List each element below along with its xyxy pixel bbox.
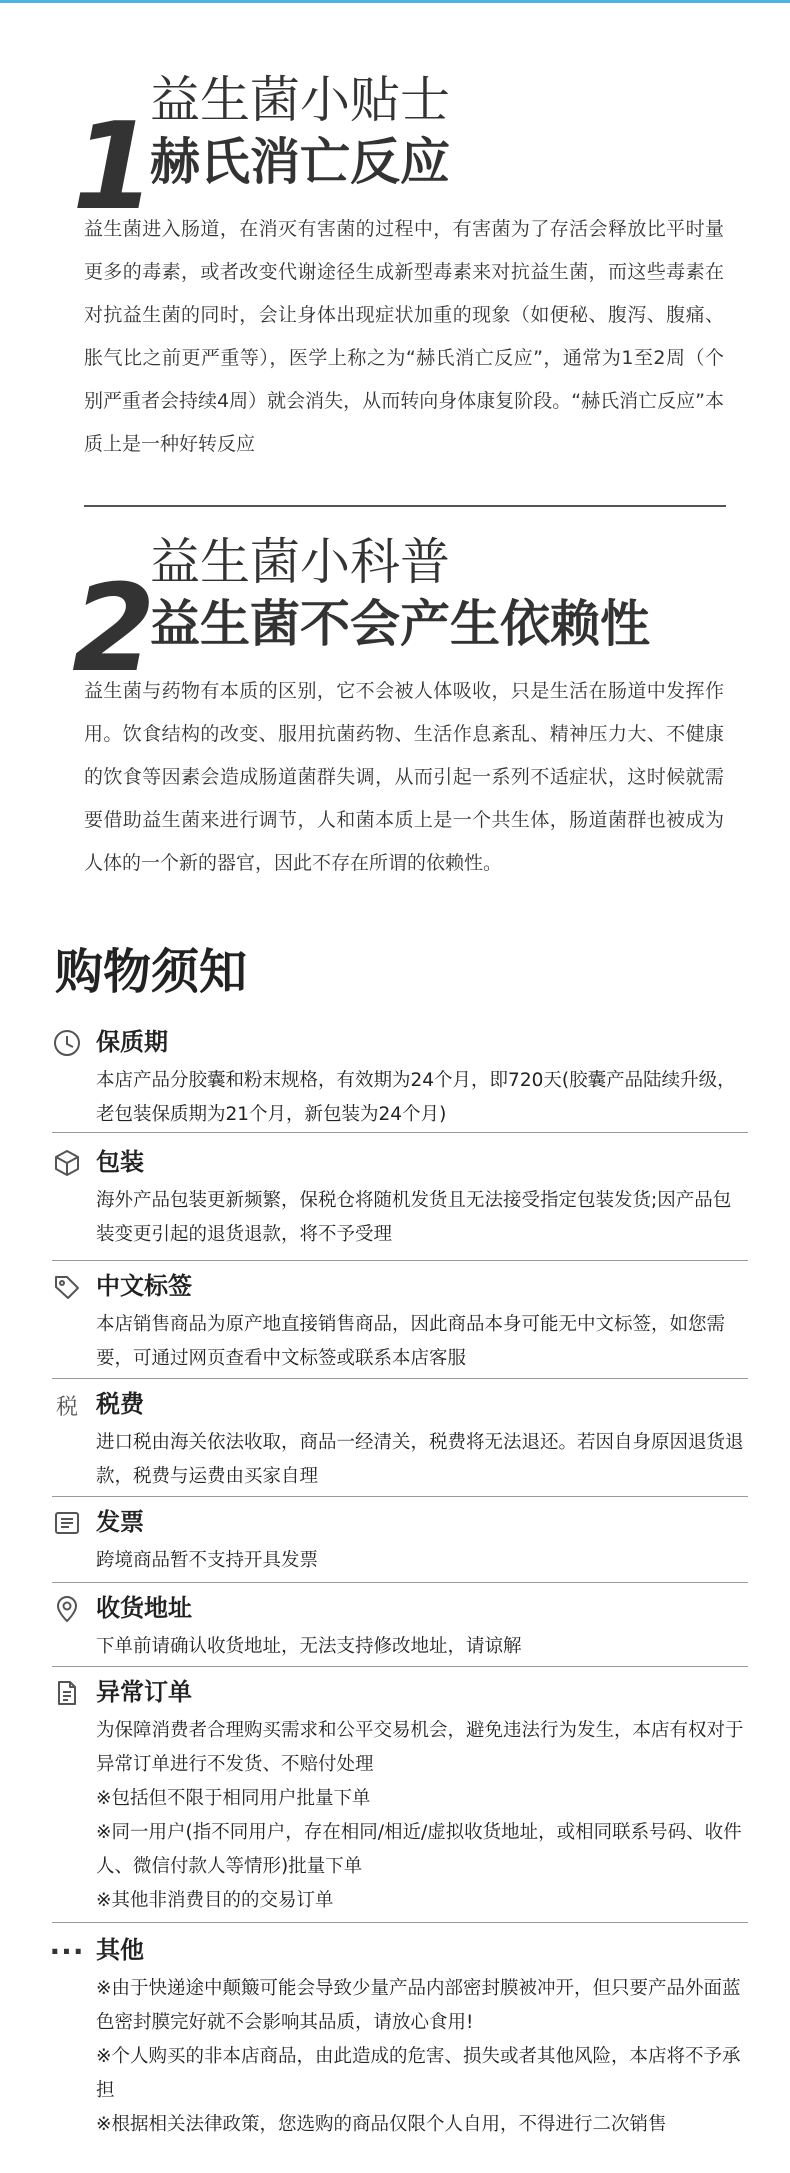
notice-divider — [52, 1378, 748, 1379]
clock-icon — [52, 1028, 82, 1058]
notice-divider — [52, 1666, 748, 1667]
notice-title: 包装 — [96, 1148, 144, 1176]
notice-divider — [52, 1132, 748, 1133]
tip-number: 2 — [72, 560, 156, 699]
notice-text: ※其他非消费目的的交易订单 — [96, 1890, 334, 1911]
tip-subtitle: 益生菌不会产生依赖性 — [150, 595, 650, 653]
notice-body — [96, 1308, 746, 1376]
notice-text: ※包括但不限于相同用户批量下单 — [96, 1788, 371, 1809]
notice-body — [96, 1714, 746, 1918]
notice-text: 下单前请确认收货地址，无法支持修改地址，请谅解 — [96, 1636, 522, 1657]
notice-divider — [52, 1582, 748, 1583]
notice-divider — [52, 1260, 748, 1261]
tip-body: 益生菌与药物有本质的区别，它不会被人体吸收，只是生活在肠道中发挥作用。饮食结构的改变、服用抗菌药物、生活作息紊乱、精神压力大、不健康的饮食等因素会造成肠道菌群失调，从而引起一系列不适症状，这时候就需要借助益生菌来进行调节，人和菌本质上是一个共生体，肠道菌群也被成为人体的一个新的器官，因此不存在所谓的依赖性。 — [84, 680, 724, 874]
tag-icon — [52, 1272, 82, 1302]
box-icon — [52, 1148, 82, 1178]
tip-number: 1 — [72, 98, 156, 237]
tip-body: 益生菌进入肠道，在消灭有害菌的过程中，有害菌为了存活会释放比平时量更多的毒素，或者改变代谢途径生成新型毒素来对抗益生菌，而这些毒素在对抗益生菌的同时，会让身体出现症状加重的现象（如便秘、腹泻、腹痛、胀气比之前更严重等），医学上称之为“赫氏消亡反应”，通常为1至2周（个别严重者会持续4周）就会消失，从而转向身体康复阶段。“赫氏消亡反应”本质上是一种好转反应 — [84, 218, 724, 455]
more-icon-glyph: ··· — [49, 1934, 85, 1968]
location-icon — [52, 1594, 82, 1624]
notice-text: ※根据相关法律政策，您选购的商品仅限个人自用，不得进行二次销售 — [96, 2114, 667, 2135]
notice-text: 本店销售商品为原产地直接销售商品，因此商品本身可能无中文标签，如您需要，可通过网页查看中文标签或联系本店客服 — [96, 1314, 726, 1369]
notice-text: ※同一用户(指不同用户，存在相同/相近/虚拟收货地址，或相同联系号码、收件人、微信付款人等情形)批量下单 — [96, 1822, 742, 1877]
notice-text: ※个人购买的非本店商品，由此造成的危害、损失或者其他风险，本店将不予承担 — [96, 2046, 741, 2101]
notice-text: 海外产品包装更新频繁，保税仓将随机发货且无法接受指定包装发货;因产品包装变更引起的退货退款，将不予受理 — [96, 1190, 732, 1245]
shopping-notice-heading: 购物须知 — [55, 944, 248, 1000]
invoice-icon — [52, 1508, 82, 1538]
tip-title: 益生菌小科普 — [150, 533, 450, 591]
notice-body — [96, 1972, 746, 2142]
notice-body — [96, 1184, 746, 1252]
notice-title: 异常订单 — [96, 1678, 192, 1706]
notice-divider — [52, 1496, 748, 1497]
notice-title: 收货地址 — [96, 1594, 192, 1622]
section-divider — [84, 505, 726, 507]
notice-text: ※由于快递途中颠簸可能会导致少量产品内部密封膜被冲开，但只要产品外面蓝色密封膜完好就不会影响其品质，请放心食用! — [96, 1978, 741, 2033]
notice-body — [96, 1544, 746, 1578]
more-icon — [49, 1934, 85, 1968]
document-icon — [52, 1678, 82, 1708]
tax-icon — [52, 1390, 82, 1420]
notice-title: 其他 — [96, 1936, 144, 1964]
top-accent-line — [0, 0, 790, 3]
tip-subtitle: 赫氏消亡反应 — [150, 133, 450, 191]
tip-title: 益生菌小贴士 — [150, 71, 450, 129]
notice-title: 中文标签 — [96, 1272, 192, 1300]
notice-body — [96, 1064, 746, 1132]
notice-text: 本店产品分胶囊和粉末规格，有效期为24个月，即720天(胶囊产品陆续升级，老包装保质期为21个月，新包装为24个月) — [96, 1070, 736, 1125]
notice-body — [96, 1426, 746, 1494]
notice-title: 税费 — [96, 1390, 144, 1418]
notice-title: 保质期 — [96, 1028, 168, 1056]
tax-icon-glyph: 税 — [55, 1394, 78, 1420]
notice-text: 为保障消费者合理购买需求和公平交易机会，避免违法行为发生，本店有权对于异常订单进行不发货、不赔付处理 — [96, 1720, 744, 1775]
notice-text: 跨境商品暂不支持开具发票 — [96, 1550, 319, 1571]
notice-text: 进口税由海关依法收取，商品一经清关，税费将无法退还。若因自身原因退货退款，税费与运费由买家自理 — [96, 1432, 744, 1487]
notice-title: 发票 — [96, 1508, 144, 1536]
notice-divider — [52, 1922, 748, 1923]
notice-body — [96, 1630, 746, 1664]
